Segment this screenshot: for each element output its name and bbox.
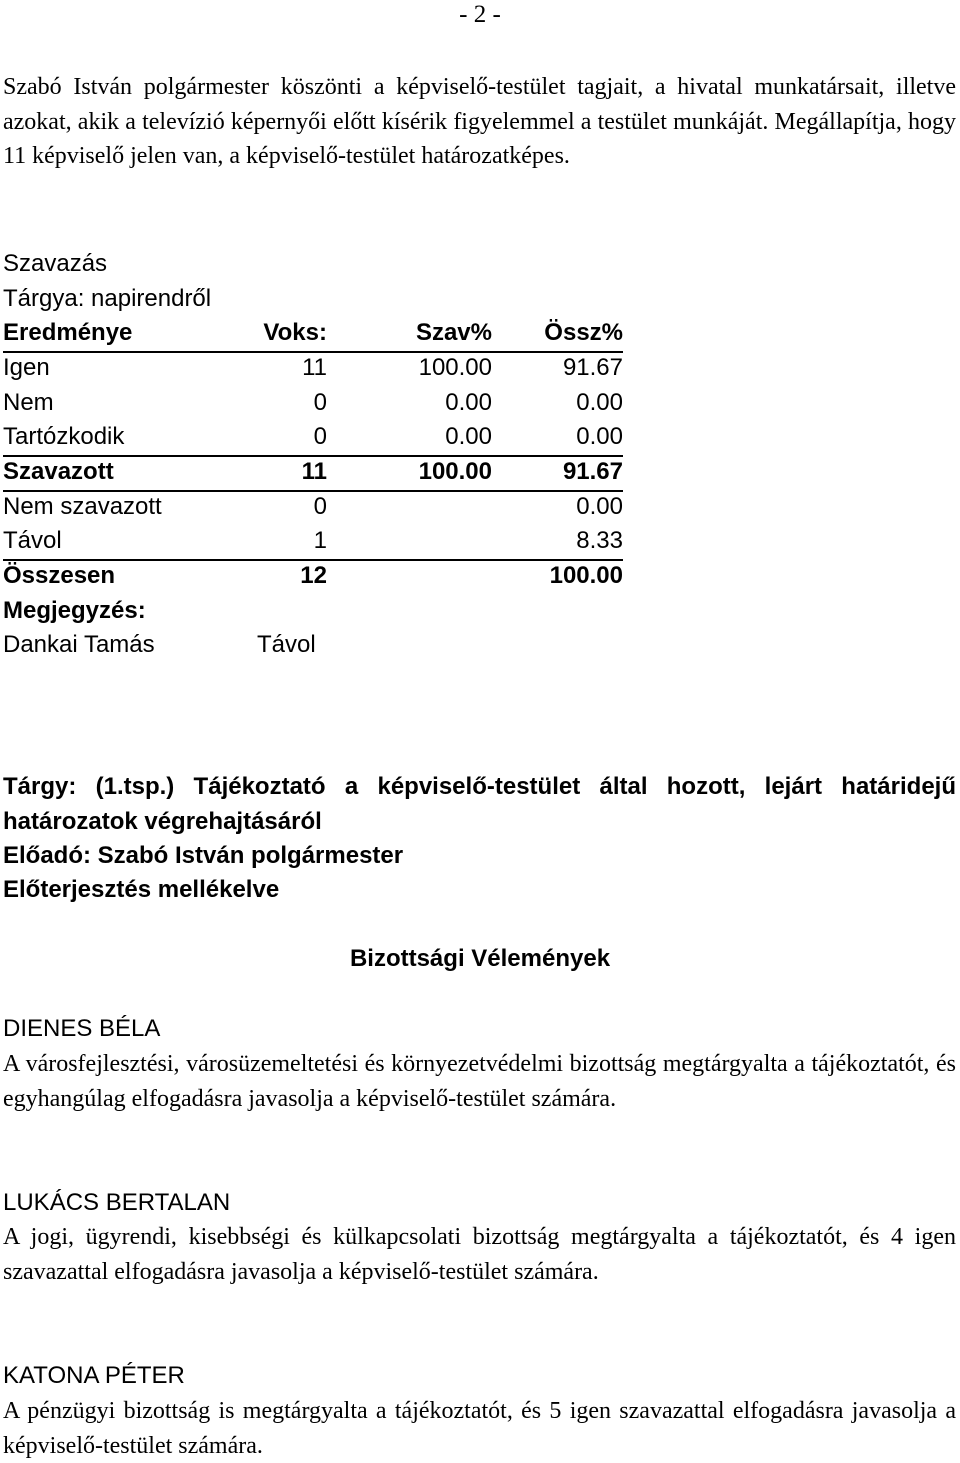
speaker-name: KATONA PÉTER <box>3 1362 185 1389</box>
cell-vote-pct: 100.00 <box>418 458 492 485</box>
header-votes: Voks: <box>263 319 327 346</box>
committee-opinions-title: Bizottsági Vélemények <box>349 945 611 972</box>
cell-vote-pct: 100.00 <box>418 354 492 381</box>
speaker-opinion: A városfejlesztési, városüzemeltetési és környezetvédelmi bizottság megtárgyalta a tájékoztatót, és egyhangúlag elfogadásra javasolja a képviselő-testület számára. <box>3 1051 956 1112</box>
page-number: - 2 - <box>459 1 501 28</box>
vote-row-abstain <box>3 420 623 457</box>
vote-title: Szavazás <box>3 250 108 277</box>
vote-note-label <box>3 594 623 629</box>
cell-label: Nem <box>3 389 54 416</box>
note-label: Megjegyzés: <box>3 597 146 624</box>
cell-votes: 11 <box>301 458 327 485</box>
header-total-pct: Össz% <box>544 319 623 346</box>
agenda-subject: Tárgy: (1.tsp.) Tájékoztató a képviselő-testület által hozott, lejárt határidejű határozatok végrehajtásáról <box>3 773 956 835</box>
speaker-opinion: A jogi, ügyrendi, kisebbségi és külkapcsolati bizottság megtárgyalta a tájékoztatót, és 4 igen szavazattal elfogadásra javasolja a képviselő-testület számára. <box>3 1224 956 1285</box>
vote-row-no <box>3 386 623 421</box>
vote-note-row <box>3 628 623 663</box>
cell-votes: 0 <box>313 389 327 416</box>
cell-vote-pct: 0.00 <box>445 423 492 450</box>
cell-label: Nem szavazott <box>3 493 162 520</box>
vote-row-absent <box>3 524 623 561</box>
cell-label: Összesen <box>3 562 116 589</box>
cell-total-pct: 8.33 <box>576 527 623 554</box>
header-result: Eredménye <box>3 319 133 346</box>
agenda-presenter: Előadó: Szabó István polgármester <box>3 842 404 869</box>
agenda-attachment: Előterjesztés mellékelve <box>3 876 280 903</box>
vote-row-not-voted <box>3 490 623 525</box>
speaker-name: LUKÁCS BERTALAN <box>3 1189 231 1216</box>
vote-subject: Tárgya: napirendről <box>3 285 212 312</box>
cell-votes: 0 <box>313 423 327 450</box>
cell-total-pct: 91.67 <box>562 354 623 381</box>
cell-votes: 0 <box>313 493 327 520</box>
intro-paragraph: Szabó István polgármester köszönti a képviselő-testület tagjait, a hivatal munkatársait, illetve azokat, akik a televízió képernyői előtt kísérik figyelemmel a testület munkáját. Megállapítja, hogy 11 képviselő jelen van, a képviselő-testület határozatképes. <box>3 74 956 170</box>
cell-label: Tartózkodik <box>3 423 125 450</box>
cell-total-pct: 100.00 <box>549 562 623 589</box>
note-name: Dankai Tamás <box>3 631 155 658</box>
vote-row-yes <box>3 351 623 386</box>
header-vote-pct: Szav% <box>415 319 492 346</box>
vote-table-header <box>3 316 623 353</box>
vote-row-total <box>3 559 623 594</box>
cell-label: Szavazott <box>3 458 114 485</box>
cell-total-pct: 91.67 <box>562 458 623 485</box>
cell-total-pct: 0.00 <box>576 389 623 416</box>
speaker-opinion: A pénzügyi bizottság is megtárgyalta a tájékoztatót, és 5 igen szavazattal elfogadásra javasolja a képviselő-testület számára. <box>3 1398 956 1459</box>
cell-total-pct: 0.00 <box>576 423 623 450</box>
cell-votes: 1 <box>313 527 327 554</box>
cell-label: Igen <box>3 354 50 381</box>
note-status: Távol <box>257 631 316 658</box>
cell-votes: 11 <box>302 354 327 381</box>
cell-label: Távol <box>3 527 62 554</box>
vote-row-voted <box>3 455 623 492</box>
speaker-name: DIENES BÉLA <box>3 1015 161 1042</box>
cell-votes: 12 <box>300 562 327 589</box>
cell-total-pct: 0.00 <box>576 493 623 520</box>
cell-vote-pct: 0.00 <box>445 389 492 416</box>
